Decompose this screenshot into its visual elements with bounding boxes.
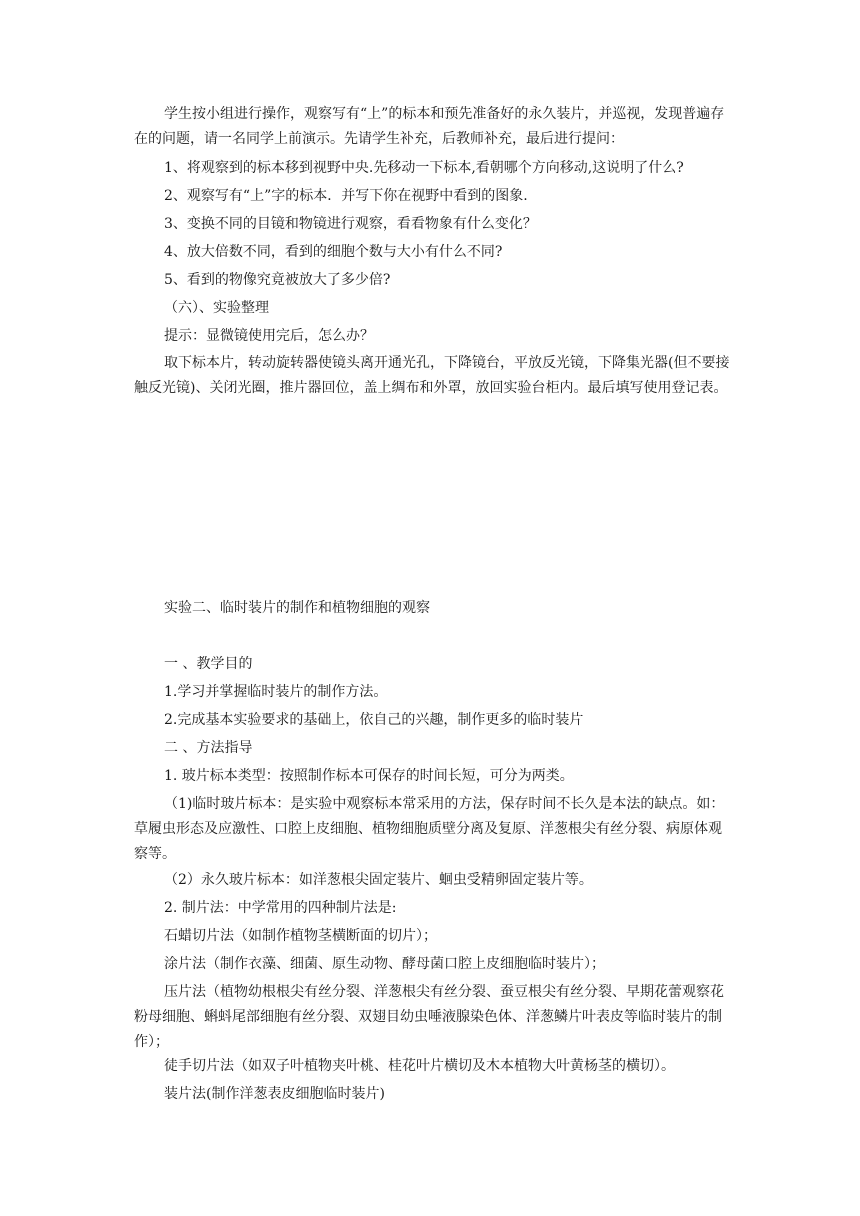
question-2: 2、观察写有“上”字的标本．并写下你在视野中看到的图象.	[164, 188, 528, 204]
method-item-2: 2. 制片法：中学常用的四种制片法是:	[164, 900, 397, 916]
question-4: 4、放大倍数不同，看到的细胞个数与大小有什么不同?	[164, 244, 503, 260]
section-heading-cleanup: （六）、实验整理	[164, 300, 269, 316]
technique-smear: 涂片法（制作衣藻、细菌、原生动物、酵母菌口腔上皮细胞临时装片）；	[164, 956, 605, 972]
goal-item-2: 2.完成基本实验要求的基础上，依自己的兴趣，制作更多的临时装片	[164, 712, 584, 728]
method-item-1: 1. 玻片标本类型：按照制作标本可保存的时间长短，可分为两类。	[164, 768, 574, 784]
technique-paraffin: 石蜡切片法（如制作植物茎横断面的切片）；	[164, 928, 437, 944]
question-3: 3、变换不同的目镜和物镜进行观察，看看物象有什么变化？	[164, 216, 537, 232]
intro-paragraph: 学生按小组进行操作，观察写有“上”的标本和预先准备好的永久装片，并巡视，发现普遍存在的问题，请一名同学上前演示。先请学生补充，后教师补充，最后进行提问：	[134, 106, 725, 147]
cleanup-paragraph: 取下标本片，转动旋转器使镜头离开通光孔，下降镜台，平放反光镜，下降集光器(但不要接触反光镜)、关闭光圈，推片器回位，盖上绸布和外罩，放回实验台柜内。最后填写使用登记表。	[134, 355, 730, 396]
hint-text: 提示：显微镜使用完后，怎么办？	[164, 328, 374, 344]
question-5: 5、看到的物像究竟被放大了多少倍?	[164, 272, 391, 288]
technique-squash: 压片法（植物幼根根尖有丝分裂、洋葱根尖有丝分裂、蚕豆根尖有丝分裂、早期花蕾观察花粉母细胞、蝌蚪尾部细胞有丝分裂、双翅目幼虫唾液腺染色体、洋葱鳞片叶表皮等临时装片的制作）；	[134, 984, 724, 1050]
goal-heading: 一 、教学目的	[164, 656, 253, 672]
method-item-1b: （2）永久玻片标本：如洋葱根尖固定装片、蛔虫受精卵固定装片等。	[164, 872, 593, 888]
question-1: 1、将观察到的标本移到视野中央.先移动一下标本,看朝哪个方向移动,这说明了什么?	[164, 160, 684, 176]
method-heading: 二 、方法指导	[164, 740, 253, 756]
method-item-1a: （1)临时玻片标本：是实验中观察标本常采用的方法，保存时间不长久是本法的缺点。如：草履虫形态及应激性、口腔上皮细胞、植物细胞质壁分离及复原、洋葱根尖有丝分裂、病原体观察等。	[134, 796, 725, 862]
technique-mount: 装片法(制作洋葱表皮细胞临时装片)	[164, 1086, 385, 1102]
technique-freehand: 徒手切片法（如双子叶植物夹叶桃、桂花叶片横切及木本植物大叶黄杨茎的横切）。	[164, 1058, 675, 1074]
experiment-title: 实验二、临时装片的制作和植物细胞的观察	[164, 600, 430, 616]
goal-item-1: 1.学习并掌握临时装片的制作方法。	[164, 684, 388, 700]
